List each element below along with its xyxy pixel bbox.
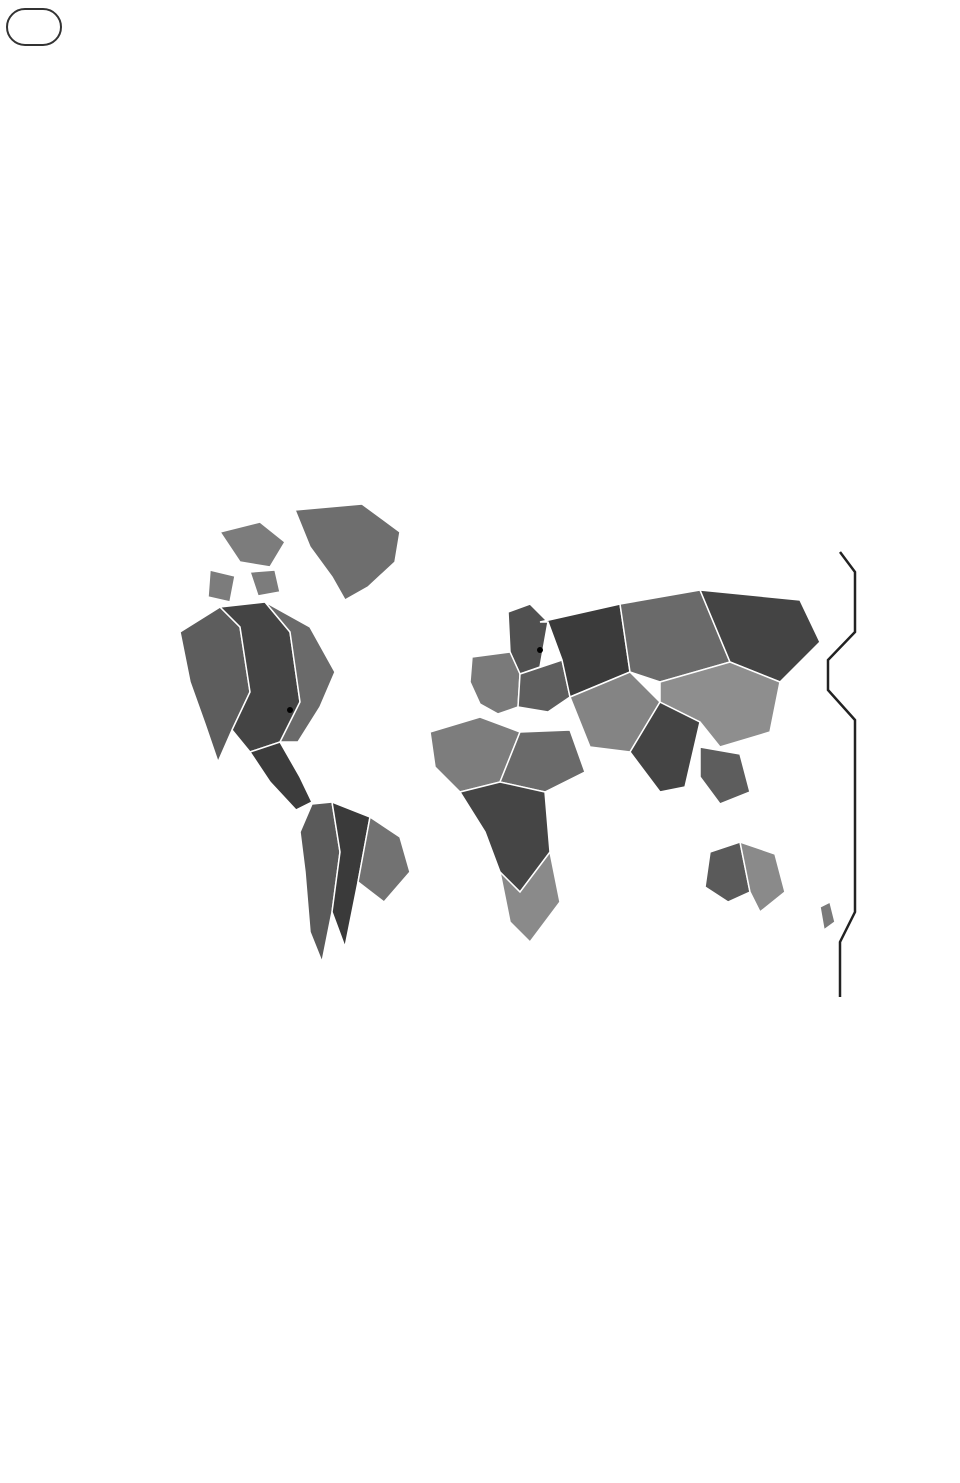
greenland-shape xyxy=(295,504,400,600)
section-badge xyxy=(6,8,62,46)
moskva-dot xyxy=(537,647,543,653)
time-zone-map-svg xyxy=(100,492,860,1042)
arctic-islands-shape xyxy=(208,522,285,602)
australia-east-shape xyxy=(740,842,785,912)
dotted-divider xyxy=(8,66,956,76)
question-list xyxy=(494,112,944,167)
southeast-asia-shape xyxy=(700,747,750,804)
continents xyxy=(180,504,835,962)
time-zone-map xyxy=(100,492,860,1042)
new-york-dot xyxy=(287,707,293,713)
western-europe-shape xyxy=(470,652,520,714)
south-america-west-shape xyxy=(300,802,340,962)
central-america-shape xyxy=(250,742,312,810)
new-zealand-shape xyxy=(820,902,835,930)
date-line xyxy=(828,552,855,997)
